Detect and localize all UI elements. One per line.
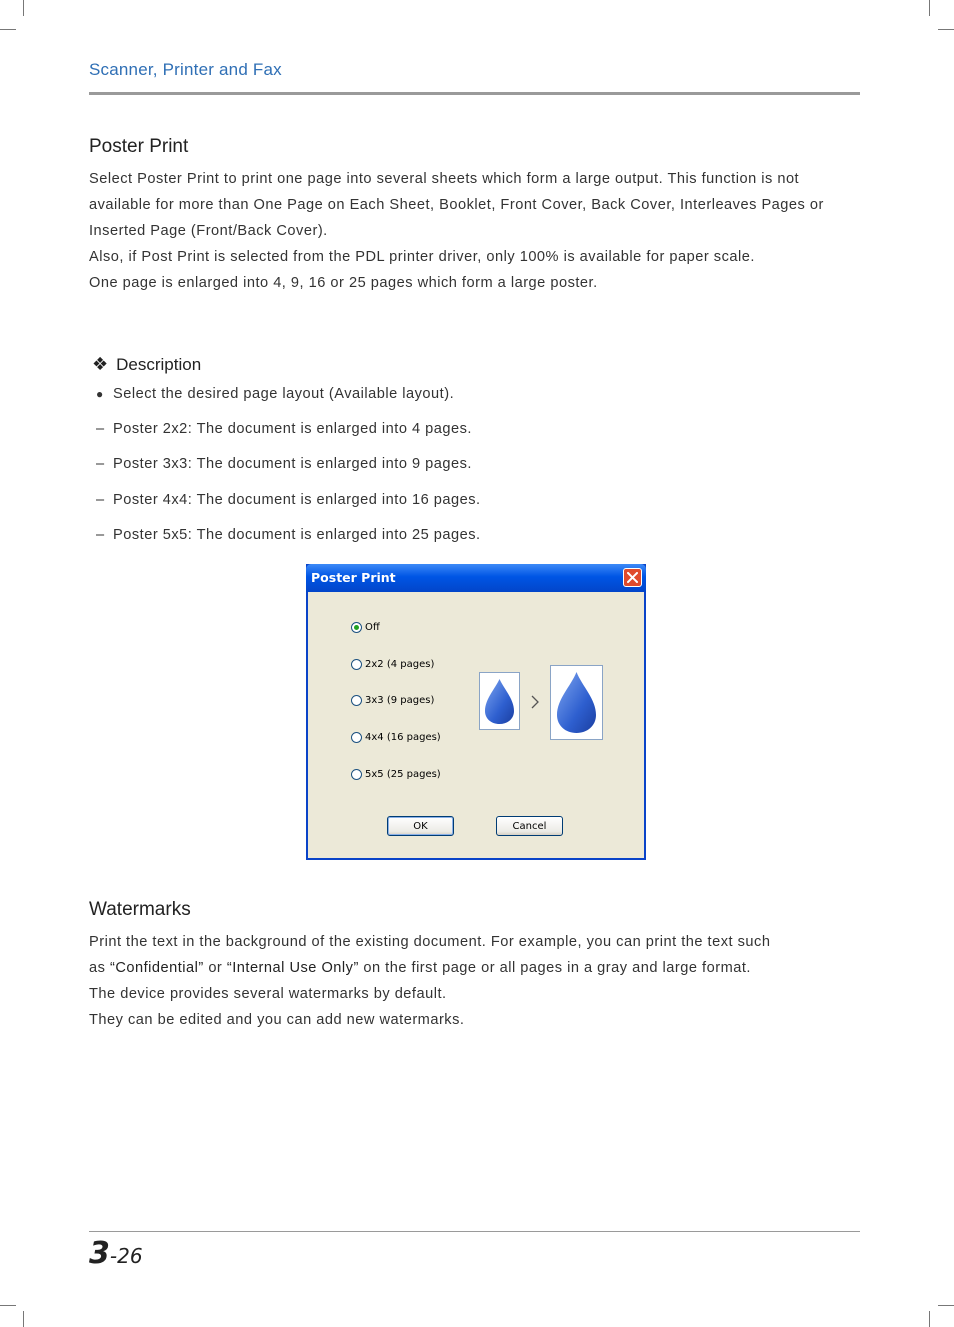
radio-button[interactable] [351, 659, 362, 670]
text: or [203, 960, 227, 976]
close-button[interactable] [623, 568, 642, 587]
crop-mark [938, 1305, 954, 1306]
crop-mark [938, 29, 954, 30]
radio-option-4x4[interactable] [351, 732, 441, 743]
bullet-icon: ● [96, 387, 104, 401]
chevron-right-icon [530, 694, 540, 710]
preview-poster-page [550, 665, 603, 740]
running-header: Scanner, Printer and Fax [89, 60, 282, 79]
radio-option-5x5[interactable] [351, 769, 441, 780]
description-heading-text: Description [116, 354, 202, 374]
radio-option-2x2[interactable] [351, 659, 434, 670]
ok-button[interactable]: OK [387, 816, 454, 836]
water-drop-icon [480, 673, 519, 729]
dash-text: Poster 4x4: The document is enlarged into 16 pages. [113, 492, 481, 508]
quoted-text: “Internal Use Only” [226, 960, 359, 976]
bullet-text: Select the desired page layout (Available layout). [113, 386, 455, 402]
radio-option-3x3[interactable] [351, 695, 434, 706]
paragraph [89, 955, 864, 981]
bullet-item [96, 386, 454, 402]
radio-option-off[interactable] [351, 622, 380, 633]
text: as [89, 960, 110, 976]
radio-button[interactable] [351, 769, 362, 780]
crop-mark [929, 0, 930, 16]
crop-mark [0, 29, 16, 30]
dash-icon: – [96, 527, 105, 543]
paragraph: The device provides several watermarks by default. [89, 986, 447, 1002]
dash-icon: – [96, 456, 105, 472]
page-suffix: -26 [109, 1244, 143, 1268]
radio-label: 4x4 (16 pages) [365, 732, 441, 743]
watermarks-title: Watermarks [89, 899, 191, 920]
close-icon [627, 572, 638, 583]
dash-text: Poster 3x3: The document is enlarged into 9 pages. [113, 456, 472, 472]
radio-label: Off [365, 622, 380, 633]
preview-original-page [479, 672, 520, 730]
paragraph: One page is enlarged into 4, 9, 16 or 25 pages which form a large poster. [89, 275, 598, 291]
quoted-text: “Confidential” [109, 960, 204, 976]
radio-button[interactable] [351, 732, 362, 743]
dash-icon: – [96, 421, 105, 437]
paragraph: They can be edited and you can add new watermarks. [89, 1012, 465, 1028]
dash-text: Poster 5x5: The document is enlarged into 25 pages. [113, 527, 481, 543]
poster-print-dialog [306, 564, 646, 860]
poster-print-title: Poster Print [89, 136, 189, 157]
description-heading [92, 354, 201, 375]
crop-mark [23, 0, 24, 16]
text: on the first page or all pages in a gray and large format. [358, 960, 751, 976]
paragraph: Select Poster Print to print one page into several sheets which form a large output. This function is not available for more than One Page on Each Sheet, Booklet, Front Cover, Back Cover, Interleaves Pages or Inserted Page (Front/Back Cover). [89, 171, 824, 239]
dialog-client [308, 592, 644, 858]
crop-mark [23, 1311, 24, 1327]
radio-label: 3x3 (9 pages) [365, 695, 435, 706]
footer-rule [89, 1231, 860, 1232]
header-rule [89, 92, 860, 95]
paragraph: Print the text in the background of the existing document. For example, you can print the text such [89, 934, 771, 950]
crop-mark [0, 1305, 16, 1306]
dash-text: Poster 2x2: The document is enlarged into 4 pages. [113, 421, 472, 437]
page-number [89, 1236, 143, 1271]
radio-label: 2x2 (4 pages) [365, 659, 435, 670]
crop-mark [929, 1311, 930, 1327]
radio-button[interactable] [351, 622, 362, 633]
radio-label: 5x5 (25 pages) [365, 769, 441, 780]
dash-item [96, 492, 481, 508]
diamond-bullet-icon: ❖ [92, 354, 109, 374]
poster-print-body [89, 166, 864, 296]
water-drop-icon [551, 666, 602, 739]
dash-item [96, 456, 472, 472]
watermarks-body [89, 929, 864, 1033]
dialog-titlebar[interactable] [306, 564, 646, 592]
cancel-button[interactable]: Cancel [496, 816, 563, 836]
chapter-number: 3 [89, 1236, 110, 1271]
dash-icon: – [96, 492, 105, 508]
dash-item [96, 421, 472, 437]
paragraph: Also, if Post Print is selected from the PDL printer driver, only 100% is available for paper scale. [89, 249, 755, 265]
dialog-title: Poster Print [311, 570, 396, 585]
dash-item [96, 527, 481, 543]
radio-button[interactable] [351, 695, 362, 706]
